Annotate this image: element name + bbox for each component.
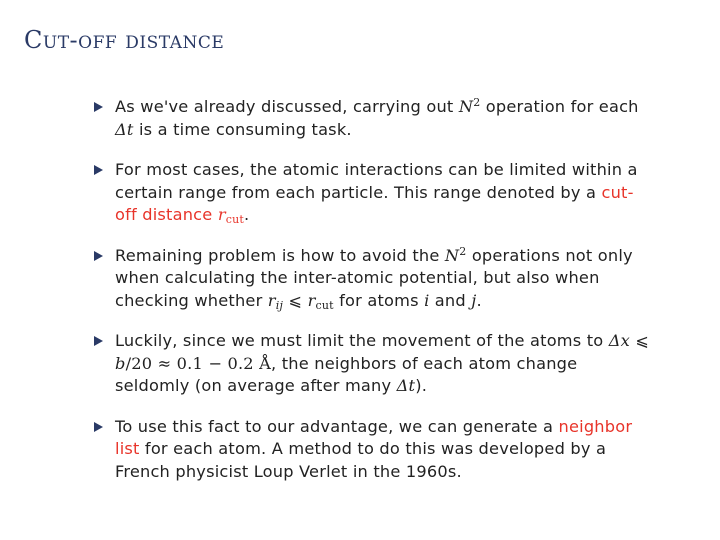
math-i: i [424, 290, 430, 310]
math-n: N [444, 245, 460, 265]
triangle-bullet-icon [94, 102, 103, 112]
bullet-item [92, 159, 652, 227]
math-r-cut: r [217, 205, 226, 224]
highlight-neighbor-list: neighbor list [115, 416, 633, 458]
bullet-text: As we've already discussed, carrying out [115, 97, 459, 116]
math-range: /20 ≈ 0.1 − 0.2 Å [125, 353, 272, 373]
math-delta-t: Δt [115, 119, 134, 139]
bullet-text: for each atom. A method to do this was developed by a French physicist Loup Verlet in the 1960s. [115, 439, 607, 481]
math-delta-t: Δt [396, 376, 416, 395]
math-j: j [471, 290, 477, 310]
triangle-bullet-icon [94, 165, 103, 175]
math-leq: ⩽ [630, 331, 650, 350]
bullet-item [92, 330, 652, 398]
bullet-text: , the neighbors of each atom change seldomly (on average after many [115, 353, 578, 395]
math-subscript: ij [275, 298, 284, 312]
bullet-text: Luckily, since we must limit the movement of the atoms to [115, 331, 609, 350]
math-subscript: cut [315, 298, 334, 312]
bullet-text: and [429, 290, 472, 310]
math-delta-x: Δx [608, 331, 630, 350]
math-r-cut: r [307, 290, 316, 310]
bullet-text: ). [415, 376, 428, 395]
math-subscript: cut [225, 213, 245, 226]
math-exponent: 2 [473, 96, 481, 109]
bullet-text: operations not only when calculating the inter-atomic potential, but also when checking whether [115, 245, 633, 310]
slide-title: Cut-off distance [24, 26, 225, 54]
bullet-item [92, 96, 652, 141]
bullet-text: To use this fact to our advantage, we can generate a [115, 416, 559, 436]
triangle-bullet-icon [94, 251, 103, 261]
math-b: b [115, 353, 126, 373]
bullet-list [92, 96, 652, 501]
bullet-text: . [244, 205, 250, 224]
bullet-text: for atoms [333, 290, 425, 310]
triangle-bullet-icon [94, 336, 103, 346]
math-n: N [458, 97, 474, 116]
bullet-item [92, 245, 652, 313]
math-exponent: 2 [459, 244, 467, 258]
bullet-text: operation for each [480, 97, 639, 116]
triangle-bullet-icon [94, 422, 103, 432]
bullet-item [92, 416, 652, 484]
bullet-text: . [476, 290, 482, 310]
bullet-text: Remaining problem is how to avoid the [115, 245, 445, 265]
bullet-text: For most cases, the atomic interactions can be limited within a certain range from each particle. This range denoted by a [115, 160, 638, 202]
math-leq: ⩽ [283, 290, 308, 310]
math-r-ij: r [267, 290, 276, 310]
bullet-text: is a time consuming task. [133, 119, 352, 139]
highlight-cut-off-distance: cut-off distance [115, 182, 634, 224]
